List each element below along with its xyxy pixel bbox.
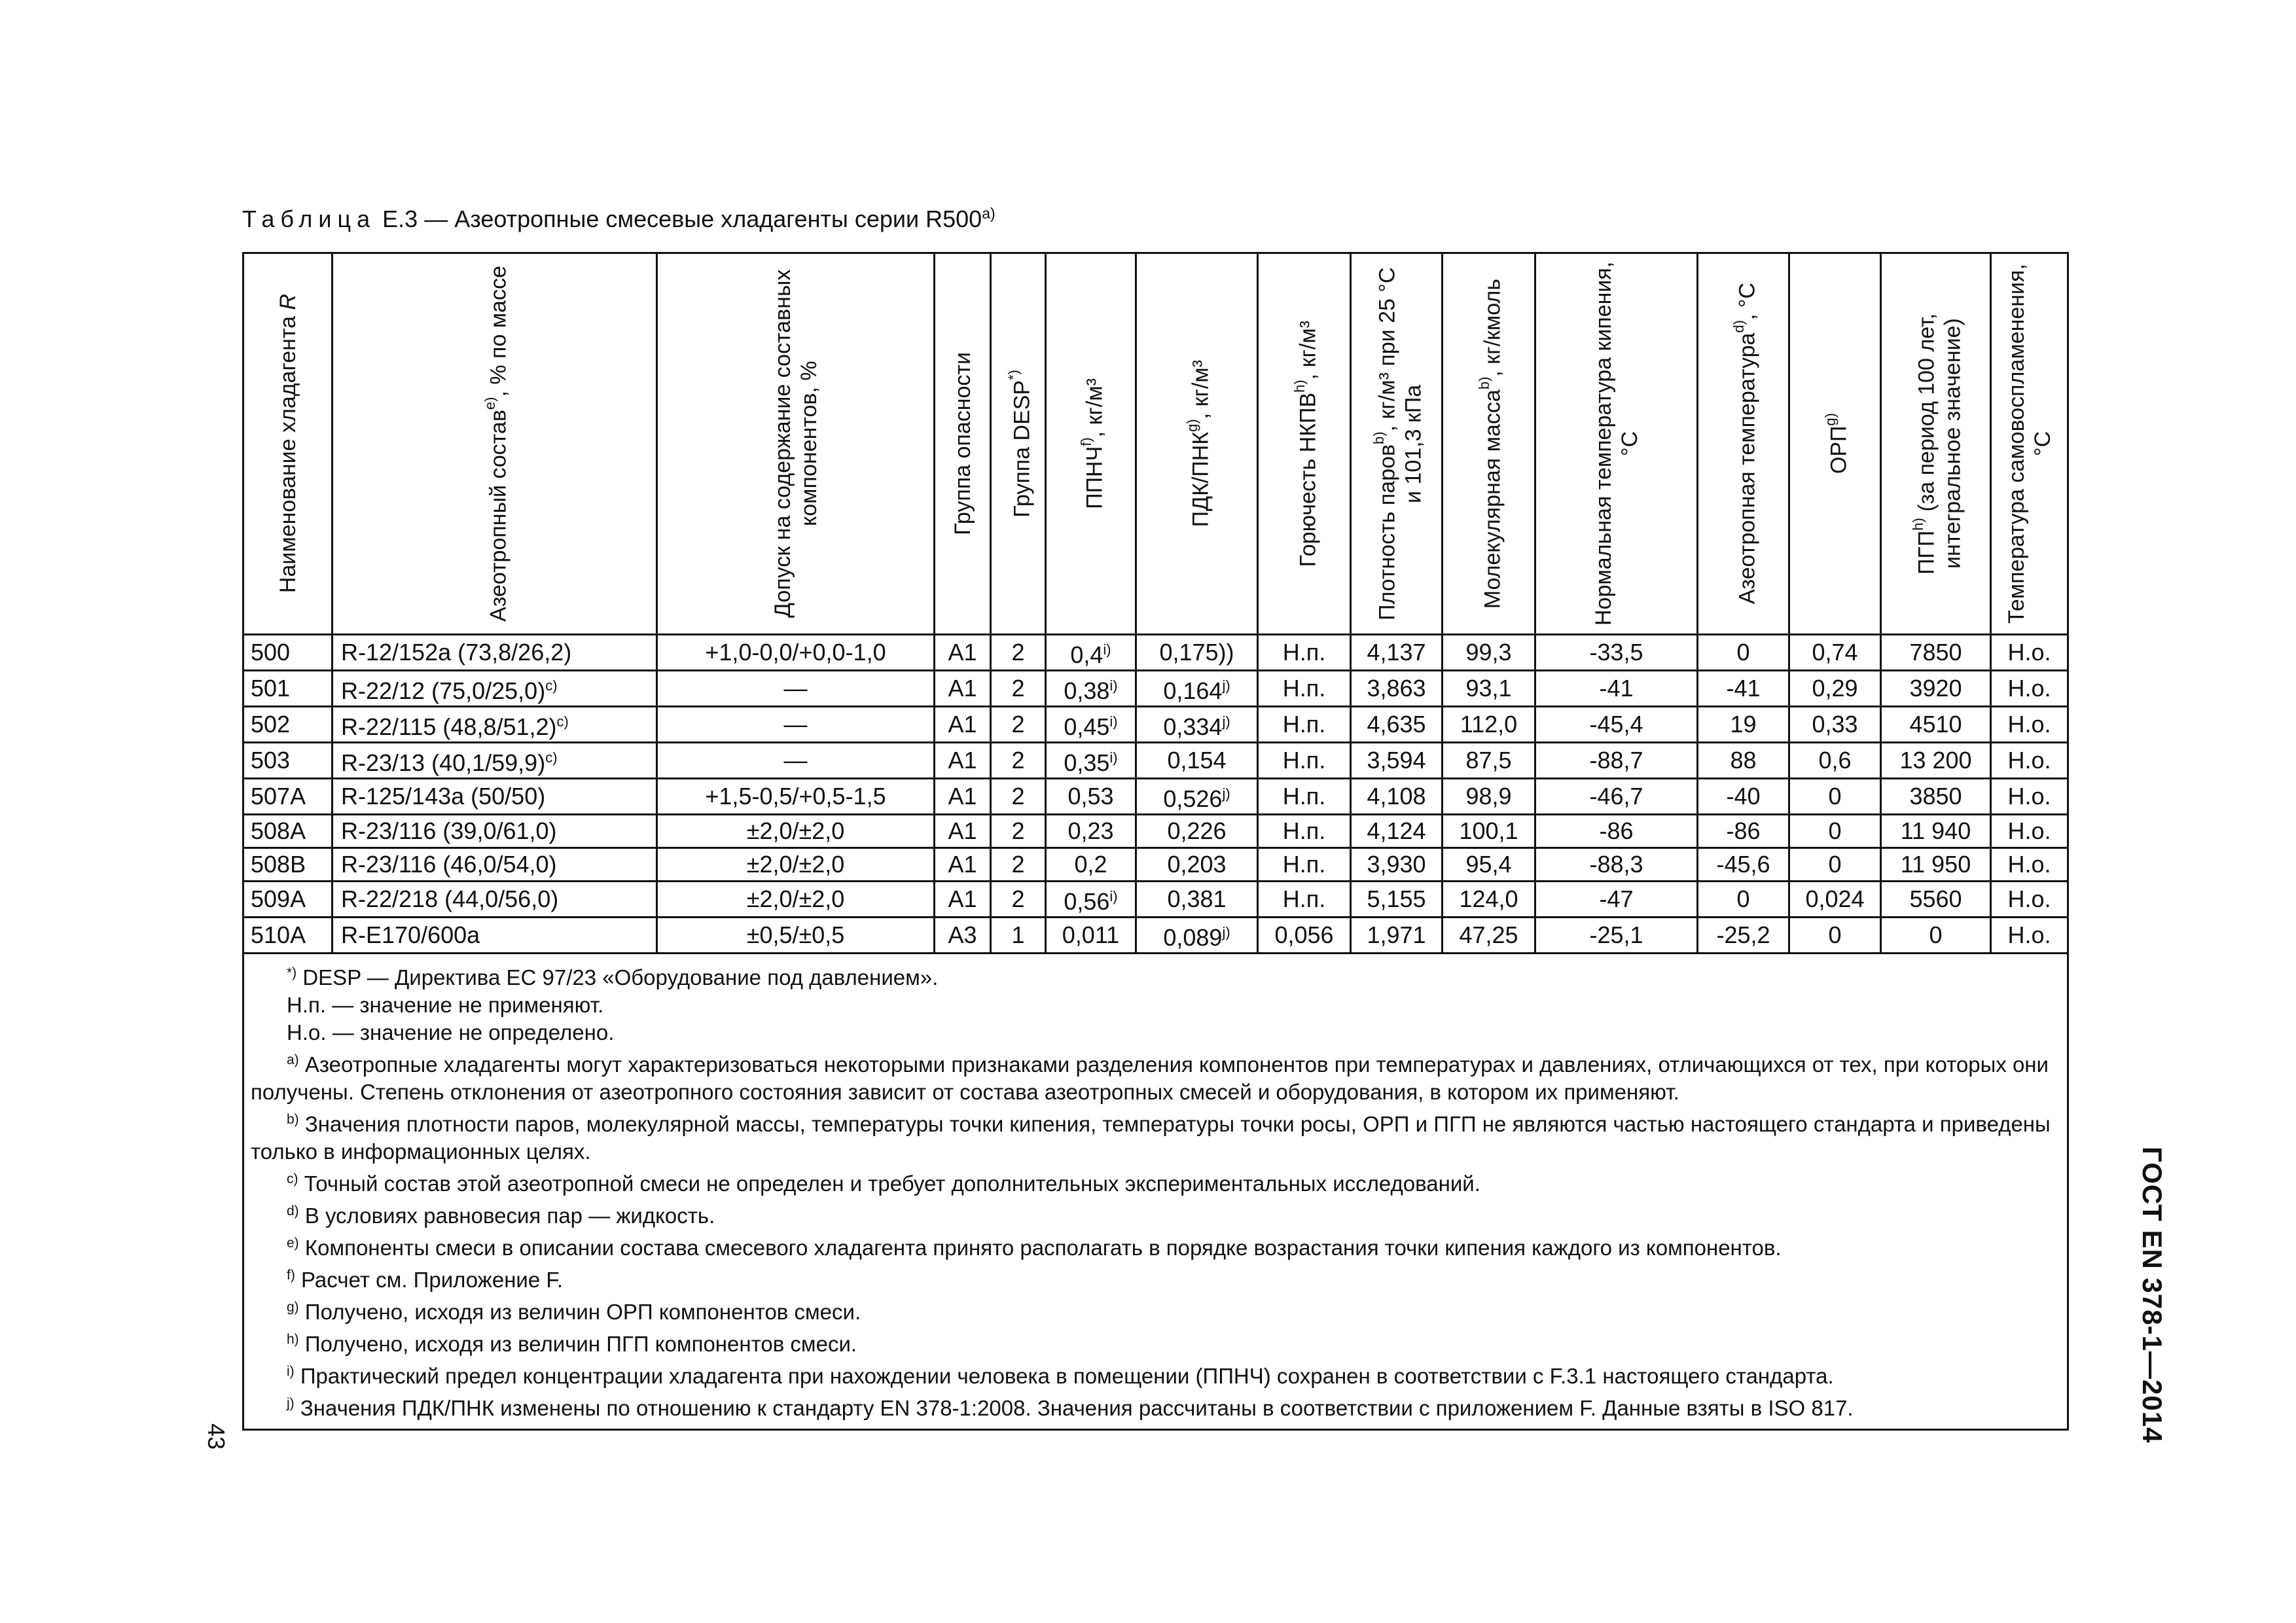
column-header-text: Допуск на содержание составных компонентов, % <box>770 269 821 618</box>
table-row <box>243 635 2068 671</box>
column-header-8 <box>1351 253 1443 635</box>
table-cell: 0,089$^{j)}$ <box>1136 918 1258 954</box>
footnote: $^{i)}$ Практический предел концентрации хладагента при нахождении человека в помещении (ППНЧ) сохранен в соответствии с F.3.1 настоящего стандарта. <box>287 1364 1834 1388</box>
table-cell: 500 <box>243 635 332 671</box>
header-row <box>243 253 2068 635</box>
column-header-11 <box>1698 253 1789 635</box>
table-cell: A3 <box>935 918 991 954</box>
table-cell: 47,25 <box>1443 918 1535 954</box>
table-row <box>243 671 2068 707</box>
table-cell: Н.п. <box>1258 882 1351 918</box>
table-cell: 4,124 <box>1351 815 1443 848</box>
footnote: Н.о. — значение не определено. <box>287 1020 615 1044</box>
table-cell: 0,29 <box>1789 671 1881 707</box>
table-cell: R-125/143a (50/50) <box>332 779 657 815</box>
table-cell: 88 <box>1698 743 1789 779</box>
table-cell: 0,154 <box>1136 743 1258 779</box>
table-cell: ±2,0/±2,0 <box>657 815 935 848</box>
table-cell: 124,0 <box>1443 882 1535 918</box>
caption-text: Е.3 — Азеотропные смесевые хладагенты серии R500 <box>382 205 982 232</box>
table-cell: 19 <box>1698 707 1789 743</box>
table-cell: 0 <box>1789 918 1881 954</box>
column-header-text: Плотность паров$^{b)}$, кг/м³ при 25 °С и 101,3 кПа <box>1371 267 1426 620</box>
column-header-0 <box>243 253 332 635</box>
table-cell: -88,7 <box>1535 743 1698 779</box>
table-cell: 503 <box>243 743 332 779</box>
table-cell: 0 <box>1698 882 1789 918</box>
table-row <box>243 815 2068 848</box>
standard-code-text: ГОСТ EN 378-1—2014 <box>2137 1147 2168 1444</box>
table-cell: 7850 <box>1881 635 1991 671</box>
footnote: $^{e)}$ Компоненты смеси в описании состава смесевого хладагента принято располагать в порядке возрастания точки кипения каждого из компонентов. <box>287 1236 1782 1260</box>
table-cell: -86 <box>1535 815 1698 848</box>
table-cell: 2 <box>991 743 1046 779</box>
table-cell: -45,6 <box>1698 848 1789 882</box>
table-cell: 2 <box>991 779 1046 815</box>
column-header-text: Группа DESP*) <box>1005 370 1035 518</box>
table-cell: 508B <box>243 848 332 882</box>
table-cell: 11 950 <box>1881 848 1991 882</box>
table-cell: 98,9 <box>1443 779 1535 815</box>
table-cell: 0,526$^{j)}$ <box>1136 779 1258 815</box>
column-header-text: Наименование хладагента R <box>275 294 300 594</box>
caption-footnote-mark: a) <box>982 205 996 222</box>
table-cell: — <box>657 671 935 707</box>
table-cell: A1 <box>935 743 991 779</box>
table-cell: Н.о. <box>1991 671 2068 707</box>
column-header-6 <box>1136 253 1258 635</box>
table-cell: A1 <box>935 815 991 848</box>
page-number <box>196 1407 236 1466</box>
table-cell: 0 <box>1789 848 1881 882</box>
table-cell: ±0,5/±0,5 <box>657 918 935 954</box>
table-cell: 0 <box>1789 815 1881 848</box>
column-header-13 <box>1881 253 1991 635</box>
table-cell: 0,381 <box>1136 882 1258 918</box>
table-cell: 510A <box>243 918 332 954</box>
table-cell: A1 <box>935 671 991 707</box>
table-cell: — <box>657 707 935 743</box>
table-cell: — <box>657 743 935 779</box>
table-cell: 0,74 <box>1789 635 1881 671</box>
table-cell: R-22/115 $(48,8/51,2)^{c)}$ <box>332 707 657 743</box>
table-cell: -33,5 <box>1535 635 1698 671</box>
column-header-text: ППНЧ$^{f)}$, кг/м³ <box>1078 378 1107 509</box>
table-cell: 11 940 <box>1881 815 1991 848</box>
table-cell: A1 <box>935 882 991 918</box>
table-cell: 3,863 <box>1351 671 1443 707</box>
table-cell: 0,4$^{i)}$ <box>1046 635 1136 671</box>
table-cell: 0,226 <box>1136 815 1258 848</box>
column-header-text: ОРП$^{g)}$ <box>1822 413 1852 474</box>
table-cell: Н.п. <box>1258 707 1351 743</box>
column-header-text: Горючесть НКПВ$^{h)}$, кг/м³ <box>1291 320 1321 567</box>
table-cell: 3920 <box>1881 671 1991 707</box>
footnote: $^{d)}$ В условиях равновесия пар — жидкость. <box>287 1204 715 1228</box>
table-cell: -86 <box>1698 815 1789 848</box>
table-cell: -46,7 <box>1535 779 1698 815</box>
table-cell: Н.п. <box>1258 815 1351 848</box>
table-cell: 4,635 <box>1351 707 1443 743</box>
table-cell: ±2,0/±2,0 <box>657 882 935 918</box>
footnote: $^{c)}$ Точный состав этой азеотропной смеси не определен и требует дополнительных экспериментальных исследований. <box>287 1171 1480 1196</box>
table-cell: -25,2 <box>1698 918 1789 954</box>
column-header-14 <box>1991 253 2068 635</box>
table-cell: 1 <box>991 918 1046 954</box>
table-cell: 2 <box>991 707 1046 743</box>
footnote: $^{h)}$ Получено, исходя из величин ПГП компонентов смеси. <box>287 1332 857 1356</box>
table-row <box>243 848 2068 882</box>
footnotes-row <box>243 954 2068 1430</box>
caption-label: Таблица <box>242 205 376 232</box>
standard-code <box>2132 1147 2172 1444</box>
column-header-5 <box>1046 253 1136 635</box>
column-header-text: Молекулярная масса$^{b)}$, кг/кмоль <box>1476 278 1505 609</box>
table-cell: 508A <box>243 815 332 848</box>
table-row <box>243 743 2068 779</box>
table-cell: 0,35$^{i)}$ <box>1046 743 1136 779</box>
table-cell: 0,056 <box>1258 918 1351 954</box>
footnote: $^{b)}$ Значения плотности паров, молекулярной массы, температуры точки кипения, температуры точки росы, ОРП и ПГП не являются частью настоящего стандарта и приведены только в информационных целях. <box>251 1112 2051 1164</box>
table-cell: 501 <box>243 671 332 707</box>
table-cell: R-E170/600a <box>332 918 657 954</box>
table-cell: +1,0-0,0/+0,0-1,0 <box>657 635 935 671</box>
table-cell: +1,5-0,5/+0,5-1,5 <box>657 779 935 815</box>
column-header-10 <box>1535 253 1698 635</box>
table-cell: 2 <box>991 882 1046 918</box>
table-cell: Н.о. <box>1991 882 2068 918</box>
table-cell: 3850 <box>1881 779 1991 815</box>
table-cell: A1 <box>935 707 991 743</box>
table-cell: 13 200 <box>1881 743 1991 779</box>
column-header-text: Азеотропная температура$^{d)}$, °С <box>1731 283 1760 605</box>
table-cell: 502 <box>243 707 332 743</box>
column-header-text: Нормальная температура кипения, °С <box>1590 261 1642 626</box>
table-cell: 4,137 <box>1351 635 1443 671</box>
table-cell: 0,6 <box>1789 743 1881 779</box>
table-cell: 3,930 <box>1351 848 1443 882</box>
table-cell: ±2,0/±2,0 <box>657 848 935 882</box>
column-header-12 <box>1789 253 1881 635</box>
refrigerant-table <box>242 252 2069 1431</box>
table-cell: 2 <box>991 671 1046 707</box>
table-cell: 5560 <box>1881 882 1991 918</box>
table-cell: 0,56$^{i)}$ <box>1046 882 1136 918</box>
footnote: $^{a)}$ Азеотропные хладагенты могут характеризоваться некоторыми признаками разделения компонентов при температурах и давлениях, отличающихся от тех, при которых они получены. Степень отклонения от азеотропного состояния зависит от состава азеотропных смесей и оборудования, в котором их применяют. <box>251 1052 2049 1104</box>
table-cell: 87,5 <box>1443 743 1535 779</box>
column-header-9 <box>1443 253 1535 635</box>
table-cell: Н.п. <box>1258 671 1351 707</box>
column-header-1 <box>332 253 657 635</box>
table-row <box>243 882 2068 918</box>
table-cell: 0,203 <box>1136 848 1258 882</box>
footnotes <box>243 954 2068 1430</box>
column-header-text: Азеотропный состав$^{e)}$, % по массе <box>482 266 511 622</box>
table-cell: Н.о. <box>1991 635 2068 671</box>
footnote: $^{g)}$ Получено, исходя из величин ОРП компонентов смеси. <box>287 1300 861 1324</box>
table-cell: A1 <box>935 848 991 882</box>
table-cell: 5,155 <box>1351 882 1443 918</box>
table-cell: Н.о. <box>1991 707 2068 743</box>
table-cell: 2 <box>991 848 1046 882</box>
table-cell: 99,3 <box>1443 635 1535 671</box>
table-cell: 0 <box>1698 635 1789 671</box>
table-cell: 0,38$^{i)}$ <box>1046 671 1136 707</box>
table-cell: 3,594 <box>1351 743 1443 779</box>
footnote: Н.п. — значение не применяют. <box>287 993 604 1017</box>
column-header-text: Температура самовоспламенения, °С <box>2003 264 2055 624</box>
column-header-4 <box>991 253 1046 635</box>
table-cell: 0,024 <box>1789 882 1881 918</box>
column-header-7 <box>1258 253 1351 635</box>
table-cell: 0,23 <box>1046 815 1136 848</box>
table-cell: 0,175)) <box>1136 635 1258 671</box>
table-cell: 93,1 <box>1443 671 1535 707</box>
table-cell: R-23/116 (39,0/61,0) <box>332 815 657 848</box>
table-cell: 4,108 <box>1351 779 1443 815</box>
table-cell: Н.п. <box>1258 635 1351 671</box>
table-cell: Н.о. <box>1991 815 2068 848</box>
table-cell: -45,4 <box>1535 707 1698 743</box>
table-cell: 0,53 <box>1046 779 1136 815</box>
table-cell: 2 <box>991 635 1046 671</box>
table-cell: Н.о. <box>1991 918 2068 954</box>
table-cell: 112,0 <box>1443 707 1535 743</box>
table-row <box>243 779 2068 815</box>
table-cell: -40 <box>1698 779 1789 815</box>
table-body <box>243 635 2068 954</box>
table-cell: 2 <box>991 815 1046 848</box>
table-cell: Н.о. <box>1991 743 2068 779</box>
table-cell: Н.п. <box>1258 743 1351 779</box>
table-cell: -41 <box>1698 671 1789 707</box>
column-header-3 <box>935 253 991 635</box>
table-cell: A1 <box>935 635 991 671</box>
column-header-text: ПДК/ПНК$^{g)}$, кг/м³ <box>1184 360 1213 527</box>
table-row <box>243 918 2068 954</box>
column-header-text: Группа опасности <box>950 352 975 535</box>
table-cell: Н.п. <box>1258 848 1351 882</box>
footnote: $^{j)}$ Значения ПДК/ПНК изменены по отношению к стандарту EN 378-1:2008. Значения рассчитаны в соответствии с приложением F. Данные взяты в ISO 817. <box>287 1396 1854 1420</box>
footnote: *) DESP — Директива ЕС 97/23 «Оборудование под давлением». <box>287 965 939 990</box>
table-cell: 0,45$^{i)}$ <box>1046 707 1136 743</box>
table-cell: -25,1 <box>1535 918 1698 954</box>
table-cell: Н.о. <box>1991 848 2068 882</box>
table-cell: 507A <box>243 779 332 815</box>
table-cell: Н.о. <box>1991 779 2068 815</box>
table-cell: -41 <box>1535 671 1698 707</box>
footnote: $^{f)}$ Расчет см. Приложение F. <box>287 1268 564 1292</box>
table-cell: -47 <box>1535 882 1698 918</box>
table-cell: 0,334$^{j)}$ <box>1136 707 1258 743</box>
table-cell: R-22/12 $(75,0/25,0)^{c)}$ <box>332 671 657 707</box>
table-cell: Н.п. <box>1258 779 1351 815</box>
column-header-text: ПГП$^{h)}$ (за период 100 лет, интегральное значение) <box>1910 313 1965 575</box>
table-cell: 0,164$^{j)}$ <box>1136 671 1258 707</box>
table-cell: 100,1 <box>1443 815 1535 848</box>
table-cell: 509A <box>243 882 332 918</box>
table-cell: 0,33 <box>1789 707 1881 743</box>
table-cell: R-12/152a (73,8/26,2) <box>332 635 657 671</box>
table-cell: 0 <box>1789 779 1881 815</box>
table-row <box>243 707 2068 743</box>
table-cell: R-23/116 (46,0/54,0) <box>332 848 657 882</box>
table-cell: 0 <box>1881 918 1991 954</box>
column-header-2 <box>657 253 935 635</box>
table-cell: 0,011 <box>1046 918 1136 954</box>
table-cell: 4510 <box>1881 707 1991 743</box>
table-cell: 0,2 <box>1046 848 1136 882</box>
table-cell: 95,4 <box>1443 848 1535 882</box>
table-cell: A1 <box>935 779 991 815</box>
table-cell: 1,971 <box>1351 918 1443 954</box>
table-cell: R-23/13 $(40,1/59,9)^{c)}$ <box>332 743 657 779</box>
table-cell: -88,3 <box>1535 848 1698 882</box>
table-cell: R-22/218 (44,0/56,0) <box>332 882 657 918</box>
page-number-text: 43 <box>203 1423 230 1450</box>
table-caption <box>242 198 996 235</box>
